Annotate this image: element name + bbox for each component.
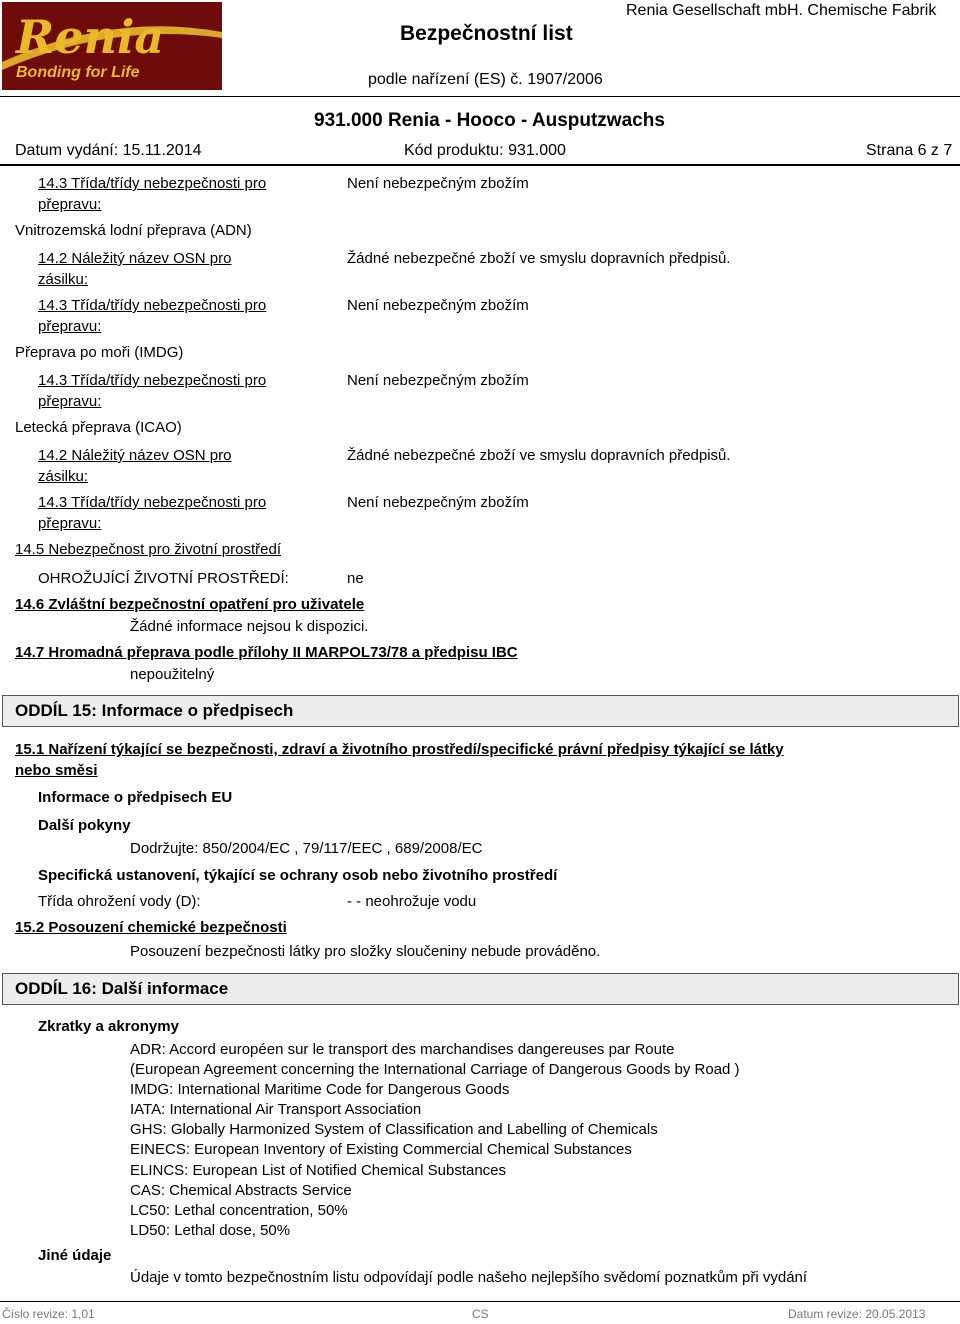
logo-tagline: Bonding for Life: [16, 64, 140, 81]
row6-label-line1: 14.3 Třída/třídy nebezpečnosti pro: [38, 494, 267, 511]
row4-label-line1: 14.3 Třída/třídy nebezpečnosti pro: [38, 372, 267, 389]
observe-text: Dodržujte: 850/2004/EC , 79/117/EEC , 689/2008/EC: [130, 840, 483, 857]
footer-revision-date: Datum revize: 20.05.2013: [788, 1307, 926, 1321]
list-item: IATA: International Air Transport Association: [130, 1101, 422, 1119]
footer-language: CS: [472, 1307, 489, 1321]
wgk-label: Třída ohrožení vody (D):: [38, 893, 201, 910]
document-title: Bezpečnostní list: [400, 22, 573, 45]
section15-title: ODDÍL 15: Informace o předpisech: [15, 701, 294, 720]
abbr-heading: Zkratky a akronymy: [38, 1018, 179, 1035]
wgk-value: - - neohrožuje vodu: [347, 893, 477, 910]
env-heading: 14.5 Nebezpečnost pro životní prostředí: [15, 541, 281, 558]
row1-label-line1: 14.3 Třída/třídy nebezpečnosti pro: [38, 175, 267, 192]
env-label: OHROŽUJÍCÍ ŽIVOTNÍ PROSTŘEDÍ:: [38, 570, 289, 587]
row3-label-line1: 14.3 Třída/třídy nebezpečnosti pro: [38, 297, 267, 314]
s146-heading: 14.6 Zvláštní bezpečnostní opatření pro uživatele: [15, 596, 365, 613]
footer-rule: [0, 1301, 960, 1302]
row4-value: Není nebezpečným zbožím: [347, 372, 529, 389]
row3-label-line2: přepravu:: [38, 318, 102, 335]
header-divider: [0, 96, 960, 97]
row5-label-line2: zásilku:: [38, 468, 89, 485]
row1-value: Není nebezpečným zbožím: [347, 175, 529, 192]
list-item: CAS: Chemical Abstracts Service: [130, 1181, 352, 1199]
other-text: Údaje v tomto bezpečnostním listu odpovídají podle našeho nejlepšího svědomí poznatkům při vydání: [130, 1269, 808, 1286]
list-item: EINECS: European Inventory of Existing Commercial Chemical Substances: [130, 1141, 632, 1159]
section16-title: ODDÍL 16: Další informace: [15, 979, 229, 998]
list-item: LD50: Lethal dose, 50%: [130, 1221, 291, 1239]
list-item: LC50: Lethal concentration, 50%: [130, 1201, 348, 1219]
logo-wordmark: Renia: [16, 10, 165, 64]
list-item: ADR: Accord européen sur le transport des marchandises dangereuses par Route: [130, 1041, 675, 1058]
list-item: IMDG: International Maritime Code for Dangerous Goods: [130, 1081, 510, 1099]
row5-label-line1: 14.2 Náležitý název OSN pro: [38, 447, 232, 464]
s147-heading: 14.7 Hromadná přeprava podle přílohy II MARPOL73/78 a předpisu IBC: [15, 644, 518, 661]
row2-label-line1: 14.2 Náležitý název OSN pro: [38, 250, 232, 267]
page-number: Strana 6 z 7: [866, 142, 953, 159]
section16-header: [2, 973, 959, 1005]
product-code: Kód produktu: 931.000: [404, 142, 566, 159]
row2-value: Žádné nebezpečné zboží ve smyslu dopravních předpisů.: [347, 250, 731, 267]
company-name: Renia Gesellschaft mbH. Chemische Fabrik: [626, 2, 937, 19]
row3-value: Není nebezpečným zbožím: [347, 297, 529, 314]
eu-info-heading: Informace o předpisech EU: [38, 789, 233, 806]
s152-heading: 15.2 Posouzení chemické bezpečnosti: [15, 919, 287, 936]
issue-date: Datum vydání: 15.11.2014: [15, 142, 202, 159]
section15-header: [2, 695, 959, 727]
further-heading: Další pokyny: [38, 817, 131, 834]
regulation: podle nařízení (ES) č. 1907/2006: [368, 71, 603, 88]
row6-label-line2: přepravu:: [38, 515, 102, 532]
s151-heading-line1: 15.1 Nařízení týkající se bezpečnosti, zdraví a životního prostředí/specifické právní předpisy týkající se látky: [15, 741, 784, 758]
header-bottom-rule: [0, 164, 960, 166]
list-item: GHS: Globally Harmonized System of Classification and Labelling of Chemicals: [130, 1121, 658, 1139]
imdg-heading: Přeprava po moři (IMDG): [15, 344, 184, 361]
specific-heading: Specifická ustanovení, týkající se ochrany osob nebo životního prostředí: [38, 867, 558, 884]
row4-label-line2: přepravu:: [38, 393, 102, 410]
row6-value: Není nebezpečným zbožím: [347, 494, 529, 511]
product-name: 931.000 Renia - Hooco - Ausputzwachs: [314, 110, 665, 131]
abbreviation-list: [130, 1040, 740, 1241]
s152-text: Posouzení bezpečnosti látky pro složky sloučeniny nebude prováděno.: [130, 943, 601, 960]
company-logo: [2, 2, 222, 90]
footer-revision: Číslo revize: 1,01: [2, 1307, 95, 1321]
s151-heading-line2: nebo směsi: [15, 762, 98, 779]
row5-value: Žádné nebezpečné zboží ve smyslu dopravních předpisů.: [347, 447, 731, 464]
list-item: (European Agreement concerning the International Carriage of Dangerous Goods by Road ): [130, 1061, 740, 1079]
list-item: ELINCS: European List of Notified Chemical Substances: [130, 1161, 507, 1179]
adn-heading: Vnitrozemská lodní přeprava (ADN): [15, 222, 252, 239]
row2-label-line2: zásilku:: [38, 271, 89, 288]
other-heading: Jiné údaje: [38, 1247, 112, 1264]
env-value: ne: [347, 570, 364, 587]
s146-text: Žádné informace nejsou k dispozici.: [130, 618, 369, 635]
s147-text: nepoužitelný: [130, 666, 215, 683]
icao-heading: Letecká přeprava (ICAO): [15, 419, 182, 436]
row1-label-line2: přepravu:: [38, 196, 102, 213]
